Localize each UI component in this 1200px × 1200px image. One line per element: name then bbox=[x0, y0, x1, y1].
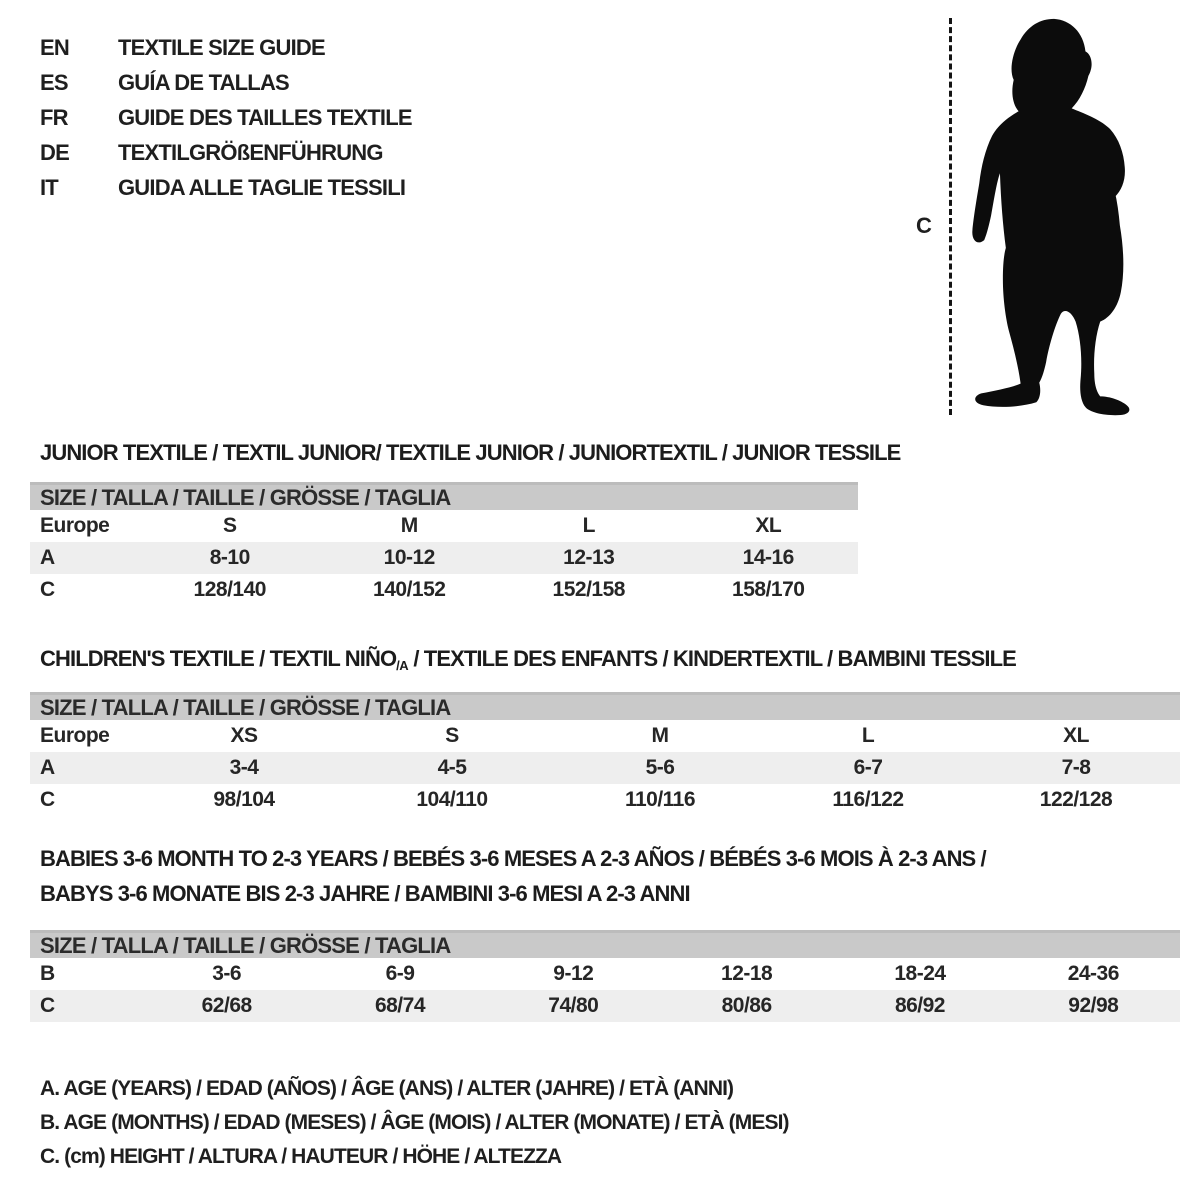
size-cell: L bbox=[861, 724, 875, 747]
language-code: ES bbox=[40, 69, 68, 95]
size-cell: 7-8 bbox=[1061, 756, 1091, 779]
table-row bbox=[30, 784, 1180, 816]
size-cell: XS bbox=[230, 724, 258, 747]
size-cell: 140/152 bbox=[373, 578, 446, 601]
size-cell: 18-24 bbox=[894, 962, 946, 985]
children-title-prefix: CHILDREN'S TEXTILE / TEXTIL NIÑO bbox=[40, 646, 397, 671]
size-cell: XL bbox=[1063, 724, 1089, 747]
junior-section-title: JUNIOR TEXTILE / TEXTIL JUNIOR/ TEXTILE JUNIOR / JUNIORTEXTIL / JUNIOR TESSILE bbox=[40, 440, 901, 465]
row-label: A bbox=[40, 756, 55, 779]
guide-title: GUIDA ALLE TAGLIE TESSILI bbox=[118, 174, 406, 200]
size-cell: S bbox=[222, 514, 237, 537]
children-title-suffix: / TEXTILE DES ENFANTS / KINDERTEXTIL / BAMBINI TESSILE bbox=[408, 646, 1016, 671]
language-code: DE bbox=[40, 139, 69, 165]
language-row bbox=[40, 170, 412, 205]
size-cell: 98/104 bbox=[213, 788, 275, 811]
row-label: A bbox=[40, 546, 55, 569]
size-cell: L bbox=[582, 514, 595, 537]
language-title-list bbox=[40, 30, 412, 205]
size-cell: 68/74 bbox=[374, 994, 426, 1017]
size-cell: 14-16 bbox=[742, 546, 794, 569]
size-cell: 62/68 bbox=[201, 994, 252, 1017]
size-cell: 122/128 bbox=[1039, 788, 1113, 811]
size-cell: 86/92 bbox=[894, 994, 945, 1017]
row-label: C bbox=[40, 578, 55, 601]
height-measure-dashed-line bbox=[949, 18, 952, 415]
size-cell: 12-18 bbox=[721, 962, 773, 985]
language-row bbox=[40, 65, 412, 100]
table-row bbox=[30, 990, 1180, 1022]
table-row bbox=[30, 720, 1180, 752]
size-cell: M bbox=[651, 724, 669, 747]
size-cell: 104/110 bbox=[416, 788, 488, 811]
size-cell: 4-5 bbox=[437, 756, 467, 779]
size-cell: 8-10 bbox=[209, 546, 250, 569]
size-header-bar: SIZE / TALLA / TAILLE / GRÖSSE / TAGLIA bbox=[30, 482, 858, 510]
legend-line-a: A. AGE (YEARS) / EDAD (AÑOS) / ÂGE (ANS) / ALTER (JAHRE) / ETÀ (ANNI) bbox=[40, 1077, 734, 1100]
table-row bbox=[30, 574, 858, 606]
row-label: B bbox=[40, 962, 55, 985]
size-cell: 116/122 bbox=[832, 788, 904, 811]
language-row bbox=[40, 100, 412, 135]
size-cell: 24-36 bbox=[1067, 962, 1119, 985]
guide-title: TEXTILGRÖßENFÜHRUNG bbox=[118, 139, 383, 165]
row-label: C bbox=[40, 994, 55, 1017]
toddler-silhouette bbox=[968, 14, 1140, 417]
size-cell: 74/80 bbox=[548, 994, 599, 1017]
junior-size-table bbox=[30, 482, 858, 606]
guide-title: GUÍA DE TALLAS bbox=[118, 69, 289, 95]
guide-title: TEXTILE SIZE GUIDE bbox=[118, 34, 325, 60]
size-cell: 3-4 bbox=[229, 756, 259, 779]
children-title-subscript: /A bbox=[396, 658, 409, 673]
size-cell: 3-6 bbox=[212, 962, 242, 985]
size-cell: 80/86 bbox=[721, 994, 772, 1017]
size-cell: M bbox=[400, 514, 418, 537]
size-cell: 6-9 bbox=[385, 962, 415, 985]
size-cell: 5-6 bbox=[645, 756, 675, 779]
language-code: IT bbox=[40, 174, 58, 200]
language-code: FR bbox=[40, 104, 68, 130]
legend-line-b: B. AGE (MONTHS) / EDAD (MESES) / ÂGE (MOIS) / ALTER (MONATE) / ETÀ (MESI) bbox=[40, 1111, 789, 1134]
babies-section-title-line1: BABIES 3-6 MONTH TO 2-3 YEARS / BEBÉS 3-6 MESES A 2-3 AÑOS / BÉBÉS 3-6 MOIS À 2-3 ANS / bbox=[40, 846, 986, 871]
babies-section-title-line2: BABYS 3-6 MONATE BIS 2-3 JAHRE / BAMBINI 3-6 MESI A 2-3 ANNI bbox=[40, 881, 690, 906]
size-cell: 9-12 bbox=[553, 962, 594, 985]
size-cell: 158/170 bbox=[732, 578, 805, 601]
guide-title: GUIDE DES TAILLES TEXTILE bbox=[118, 104, 412, 130]
size-cell: 6-7 bbox=[853, 756, 883, 779]
row-label: C bbox=[40, 788, 55, 811]
size-header-bar: SIZE / TALLA / TAILLE / GRÖSSE / TAGLIA bbox=[30, 930, 1180, 958]
table-row bbox=[30, 958, 1180, 990]
children-section-title bbox=[40, 646, 1016, 673]
language-row bbox=[40, 135, 412, 170]
size-cell: 92/98 bbox=[1068, 994, 1119, 1017]
size-cell: 128/140 bbox=[193, 578, 266, 601]
size-cell: S bbox=[445, 724, 459, 747]
size-cell: 110/116 bbox=[624, 788, 696, 811]
height-measure-label: C bbox=[916, 213, 932, 238]
measure-legend bbox=[40, 1072, 789, 1174]
language-row bbox=[40, 30, 412, 65]
table-row bbox=[30, 510, 858, 542]
size-header-bar: SIZE / TALLA / TAILLE / GRÖSSE / TAGLIA bbox=[30, 692, 1180, 720]
babies-size-table bbox=[30, 930, 1180, 1022]
children-size-table bbox=[30, 692, 1180, 816]
size-cell: 12-13 bbox=[563, 546, 615, 569]
legend-line-c: C. (cm) HEIGHT / ALTURA / HAUTEUR / HÖHE / ALTEZZA bbox=[40, 1145, 562, 1168]
table-row bbox=[30, 542, 858, 574]
language-code: EN bbox=[40, 34, 69, 60]
row-label: Europe bbox=[40, 514, 110, 537]
row-label: Europe bbox=[40, 724, 110, 747]
table-row bbox=[30, 752, 1180, 784]
size-cell: 152/158 bbox=[552, 578, 625, 601]
size-cell: XL bbox=[755, 514, 782, 537]
size-cell: 10-12 bbox=[383, 546, 435, 569]
